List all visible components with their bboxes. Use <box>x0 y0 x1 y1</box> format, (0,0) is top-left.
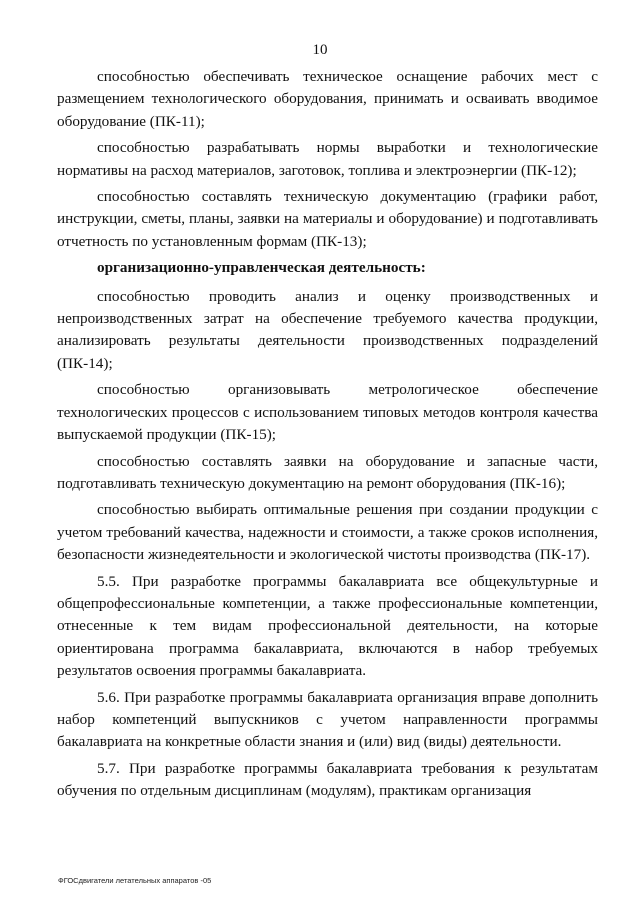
document-body <box>57 66 598 807</box>
page-number: 10 <box>312 42 328 58</box>
paragraph-pk-11: способностью обеспечивать техническое оснащение рабочих мест с размещением технологического оборудования, принимать и осваивать вводимое оборудование (ПК-11); <box>57 68 598 130</box>
paragraph-pk-14: способностью проводить анализ и оценку производственных и непроизводственных затрат на обеспечение требуемого качества продукции, анализировать результаты деятельности производственных подразделений (ПК-14); <box>57 287 598 372</box>
paragraph-5-5: 5.5. При разработке программы бакалавриата все общекультурные и общепрофессиональные компетенции, а также профессиональные компетенции, отнесенные к тем видам профессиональной деятельности, на которые ориентирована программа бакалавриата, включаются в набор требуемых результатов освоения программы бакалавриата. <box>57 572 598 680</box>
paragraph-pk-12: способностью разрабатывать нормы выработки и технологические нормативы на расход материалов, заготовок, топлива и электроэнергии (ПК-12); <box>57 139 598 179</box>
paragraph-pk-17: способностью выбирать оптимальные решения при создании продукции с учетом требований качества, надежности и стоимости, а также сроков исполнения, безопасности жизнедеятельности и экологической чистоты производства (ПК-17). <box>57 501 598 564</box>
section-heading: организационно-управленческая деятельность: <box>97 259 426 277</box>
paragraph-pk-13: способностью составлять техническую документацию (графики работ, инструкции, сметы, планы, заявки на материалы и оборудование) и подготавливать отчетность по установленным формам (ПК-13); <box>57 188 598 250</box>
page-footer: ФГОСдвигатели летательных аппаратов -05 <box>58 876 212 885</box>
paragraph-5-6: 5.6. При разработке программы бакалавриата организация вправе дополнить набор компетенций выпускников с учетом направленности программы бакалавриата на конкретные области знания и (или) вид (виды) деятельности. <box>57 688 598 751</box>
paragraph-pk-15: способностью организовывать метрологическое обеспечение технологических процессов с использованием типовых методов контроля качества выпускаемой продукции (ПК-15); <box>57 381 598 444</box>
paragraph-5-7: 5.7. При разработке программы бакалавриата требования к результатам обучения по отдельным дисциплинам (модулям), практикам организация <box>57 759 598 800</box>
paragraph-pk-16: способностью составлять заявки на оборудование и запасные части, подготавливать техническую документацию на ремонт оборудования (ПК-16); <box>57 452 598 492</box>
